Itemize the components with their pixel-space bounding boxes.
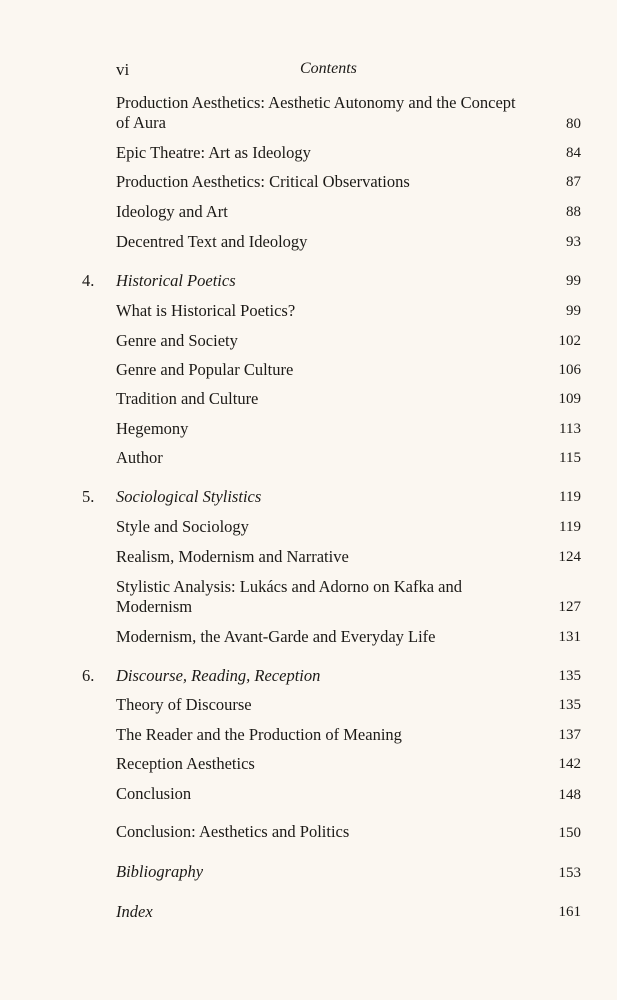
toc-page-number: 131 <box>558 629 581 645</box>
toc-entry-title: Conclusion: Aesthetics and Politics <box>116 822 350 841</box>
toc-page-number: 99 <box>566 273 581 289</box>
toc-page-number: 142 <box>558 756 581 772</box>
toc-page-number: 137 <box>558 727 581 743</box>
toc-entry-title: Style and Sociology <box>116 517 249 536</box>
toc-page-number: 80 <box>566 116 581 132</box>
toc-entry-title: Decentred Text and Ideology <box>116 232 308 251</box>
toc-entry-title-continued: Modernism <box>116 597 193 616</box>
running-title: Contents <box>300 60 357 77</box>
toc-page-number: 115 <box>559 450 581 466</box>
toc-entry-title: Tradition and Culture <box>116 389 259 408</box>
toc-entry-title: Realism, Modernism and Narrative <box>116 547 349 566</box>
toc-entry-title: What is Historical Poetics? <box>116 301 296 320</box>
toc-page-number: 87 <box>566 174 581 190</box>
toc-entry-title-continued: of Aura <box>116 113 166 132</box>
toc-entry-title: Index <box>116 902 153 921</box>
toc-page-number: 119 <box>559 489 581 505</box>
toc-page-number: 161 <box>558 904 581 920</box>
toc-page-number: 88 <box>566 204 581 220</box>
toc-page-number: 150 <box>558 825 581 841</box>
toc-entry-title: Genre and Popular Culture <box>116 360 294 379</box>
toc-entry-title: Conclusion <box>116 784 192 803</box>
toc-page-number: 109 <box>558 391 581 407</box>
toc-page-number: 127 <box>558 599 581 615</box>
toc-page-number: 106 <box>558 362 581 378</box>
chapter-title: Sociological Stylistics <box>116 487 262 506</box>
toc-page-number: 113 <box>559 421 581 437</box>
toc-entry-title: The Reader and the Production of Meaning <box>116 725 402 744</box>
toc-entry-title: Author <box>116 448 163 467</box>
chapter-title: Historical Poetics <box>116 271 236 290</box>
toc-entry-title: Genre and Society <box>116 331 238 350</box>
toc-entry-title: Epic Theatre: Art as Ideology <box>116 143 311 162</box>
chapter-number: 6. <box>82 666 95 685</box>
toc-entry-title: Theory of Discourse <box>116 695 252 714</box>
toc-page-number: 84 <box>566 145 581 161</box>
toc-entry-title: Ideology and Art <box>116 202 228 221</box>
toc-page-number: 124 <box>558 549 581 565</box>
toc-page-number: 148 <box>558 787 581 803</box>
toc-page-number: 153 <box>558 865 581 881</box>
toc-entry-title: Modernism, the Avant-Garde and Everyday Life <box>116 627 436 646</box>
toc-entry-title: Reception Aesthetics <box>116 754 255 773</box>
toc-entry-title: Hegemony <box>116 419 189 438</box>
toc-page-number: 135 <box>558 697 581 713</box>
toc-entry-title: Stylistic Analysis: Lukács and Adorno on Kafka and <box>116 577 462 596</box>
toc-page-number: 93 <box>566 234 581 250</box>
page-number: vi <box>116 60 130 79</box>
toc-page-number: 102 <box>558 333 581 349</box>
toc-page-number: 99 <box>566 303 581 319</box>
toc-entry-title: Production Aesthetics: Aesthetic Autonomy and the Concept <box>116 93 516 112</box>
toc-page-number: 135 <box>558 668 581 684</box>
chapter-number: 5. <box>82 487 95 506</box>
toc-entry-title: Bibliography <box>116 862 204 881</box>
chapter-title: Discourse, Reading, Reception <box>116 666 321 685</box>
toc-page-number: 119 <box>559 519 581 535</box>
toc-entry-title: Production Aesthetics: Critical Observations <box>116 172 410 191</box>
chapter-number: 4. <box>82 271 95 290</box>
